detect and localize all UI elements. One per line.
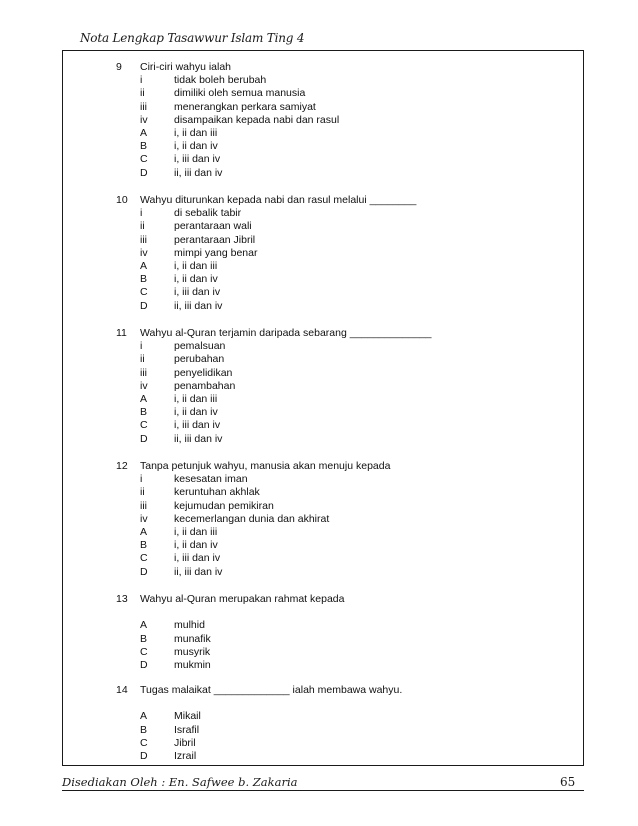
spacer (63, 697, 583, 710)
statement-text: kecemerlangan dunia dan akhirat (174, 512, 330, 525)
option-text: Israfil (174, 723, 200, 736)
question-number: 14 (116, 684, 128, 696)
question-stem: Wahyu al-Quran terjamin daripada sebarang ______________ (140, 327, 432, 339)
answer-option (63, 646, 583, 659)
option-letter: A (140, 392, 148, 405)
answer-option (63, 566, 583, 579)
option-letter: A (140, 525, 148, 538)
option-letter: B (140, 723, 148, 736)
statement-item (63, 101, 583, 114)
answer-option (63, 633, 583, 646)
statement-key: iii (140, 100, 147, 113)
question-stem: Wahyu diturunkan kepada nabi dan rasul melalui ________ (140, 194, 417, 206)
option-text: i, ii dan iii (174, 392, 218, 405)
statement-key: i (140, 340, 143, 353)
question-frame (62, 50, 584, 766)
option-text: Izrail (174, 749, 197, 762)
option-text: mukmin (174, 658, 211, 671)
answer-option (63, 300, 583, 313)
question-stem: Wahyu al-Quran merupakan rahmat kepada (140, 593, 345, 605)
statement-key: iii (140, 499, 147, 512)
statement-item (63, 367, 583, 380)
question-10 (63, 194, 583, 313)
question-stem: Tugas malaikat _____________ ialah membawa wahyu. (140, 684, 403, 696)
option-letter: C (140, 736, 148, 749)
statement-text: penyelidikan (174, 366, 233, 379)
option-text: i, ii dan iv (174, 406, 218, 419)
option-letter: C (140, 286, 148, 299)
statement-item (63, 74, 583, 87)
question-11 (63, 327, 583, 446)
header-title: Nota Lengkap Tasawwur Islam Ting 4 (80, 31, 305, 45)
statement-text: kesesatan iman (174, 473, 248, 486)
option-letter: B (140, 632, 148, 645)
question-number: 9 (116, 61, 122, 73)
answer-option (63, 619, 583, 632)
option-letter: D (140, 658, 148, 671)
option-text: i, ii dan iii (174, 259, 218, 272)
option-text: i, ii dan iv (174, 273, 218, 286)
option-letter: A (140, 619, 148, 632)
statement-item (63, 380, 583, 393)
statement-key: iv (140, 113, 148, 126)
footer-credit: Disediakan Oleh : En. Safwee b. Zakaria (62, 775, 298, 789)
option-text: Jibril (174, 736, 196, 749)
answer-option (63, 710, 583, 723)
statement-key: ii (140, 353, 145, 366)
statement-text: dimiliki oleh semua manusia (174, 87, 306, 100)
statement-item (63, 114, 583, 127)
answer-option (63, 433, 583, 446)
statement-item (63, 473, 583, 486)
option-text: i, iii dan iv (174, 552, 221, 565)
answer-option (63, 260, 583, 273)
statement-item (63, 207, 583, 220)
option-text: mulhid (174, 619, 205, 632)
answer-option (63, 273, 583, 286)
statement-text: disampaikan kepada nabi dan rasul (174, 113, 340, 126)
footer-divider (62, 790, 584, 791)
option-letter: B (140, 140, 148, 153)
statement-text: keruntuhan akhlak (174, 486, 260, 499)
answer-option (63, 526, 583, 539)
statement-text: perantaraan wali (174, 220, 252, 233)
answer-option (63, 406, 583, 419)
option-letter: D (140, 299, 148, 312)
option-text: Mikail (174, 710, 201, 723)
option-text: ii, iii dan iv (174, 299, 223, 312)
question-stem-line (63, 460, 583, 473)
question-stem: Ciri-ciri wahyu ialah (140, 61, 232, 73)
question-number: 13 (116, 593, 128, 605)
question-number: 10 (116, 194, 128, 206)
question-13 (63, 593, 583, 672)
answer-option (63, 286, 583, 299)
option-text: ii, iii dan iv (174, 166, 223, 179)
question-number: 11 (116, 327, 127, 339)
statement-key: ii (140, 486, 145, 499)
statement-text: tidak boleh berubah (174, 74, 267, 87)
statement-text: kejumudan pemikiran (174, 499, 274, 512)
answer-option (63, 750, 583, 763)
option-letter: C (140, 552, 148, 565)
statement-item (63, 486, 583, 499)
answer-option (63, 393, 583, 406)
option-letter: C (140, 419, 148, 432)
option-letter: C (140, 153, 148, 166)
question-stem-line (63, 61, 583, 74)
statement-item (63, 340, 583, 353)
option-letter: C (140, 645, 148, 658)
answer-option (63, 167, 583, 180)
statement-key: i (140, 207, 143, 220)
option-letter: A (140, 126, 148, 139)
statement-text: pemalsuan (174, 340, 226, 353)
option-letter: B (140, 539, 148, 552)
option-text: i, ii dan iv (174, 140, 218, 153)
statement-item (63, 513, 583, 526)
statement-item (63, 247, 583, 260)
statement-key: ii (140, 220, 145, 233)
statement-item (63, 220, 583, 233)
option-text: musyrik (174, 645, 211, 658)
question-stem-line (63, 194, 583, 207)
statement-text: mimpi yang benar (174, 246, 258, 259)
option-letter: A (140, 710, 148, 723)
option-text: ii, iii dan iv (174, 565, 223, 578)
option-text: i, iii dan iv (174, 153, 221, 166)
statement-key: i (140, 473, 143, 486)
statement-text: di sebalik tabir (174, 207, 242, 220)
option-letter: A (140, 259, 148, 272)
option-letter: B (140, 406, 148, 419)
option-text: i, iii dan iv (174, 286, 221, 299)
option-letter: D (140, 565, 148, 578)
page-number: 65 (560, 775, 576, 789)
spacer (63, 606, 583, 619)
statement-text: menerangkan perkara samiyat (174, 100, 316, 113)
statement-key: i (140, 74, 143, 87)
answer-option (63, 539, 583, 552)
statement-text: penambahan (174, 379, 236, 392)
option-text: munafik (174, 632, 211, 645)
option-letter: B (140, 273, 148, 286)
statement-item (63, 87, 583, 100)
question-stem-line (63, 593, 583, 606)
option-text: i, ii dan iii (174, 126, 218, 139)
statement-item (63, 234, 583, 247)
option-text: ii, iii dan iv (174, 432, 223, 445)
question-stem-line (63, 684, 583, 697)
statement-key: iii (140, 233, 147, 246)
option-letter: D (140, 749, 148, 762)
answer-option (63, 552, 583, 565)
statement-key: iv (140, 379, 148, 392)
answer-option (63, 153, 583, 166)
answer-option (63, 127, 583, 140)
question-14 (63, 684, 583, 763)
statement-item (63, 500, 583, 513)
statement-key: iv (140, 246, 148, 259)
question-12 (63, 460, 583, 579)
option-text: i, ii dan iii (174, 525, 218, 538)
statement-item (63, 353, 583, 366)
statement-text: perantaraan Jibril (174, 233, 256, 246)
option-letter: D (140, 432, 148, 445)
statement-text: perubahan (174, 353, 225, 366)
answer-option (63, 659, 583, 672)
answer-option (63, 140, 583, 153)
option-text: i, ii dan iv (174, 539, 218, 552)
question-stem-line (63, 327, 583, 340)
answer-option (63, 737, 583, 750)
question-number: 12 (116, 460, 128, 472)
statement-key: ii (140, 87, 145, 100)
question-9 (63, 61, 583, 180)
answer-option (63, 724, 583, 737)
option-text: i, iii dan iv (174, 419, 221, 432)
option-letter: D (140, 166, 148, 179)
answer-option (63, 419, 583, 432)
question-stem: Tanpa petunjuk wahyu, manusia akan menuju kepada (140, 460, 391, 472)
statement-key: iv (140, 512, 148, 525)
statement-key: iii (140, 366, 147, 379)
